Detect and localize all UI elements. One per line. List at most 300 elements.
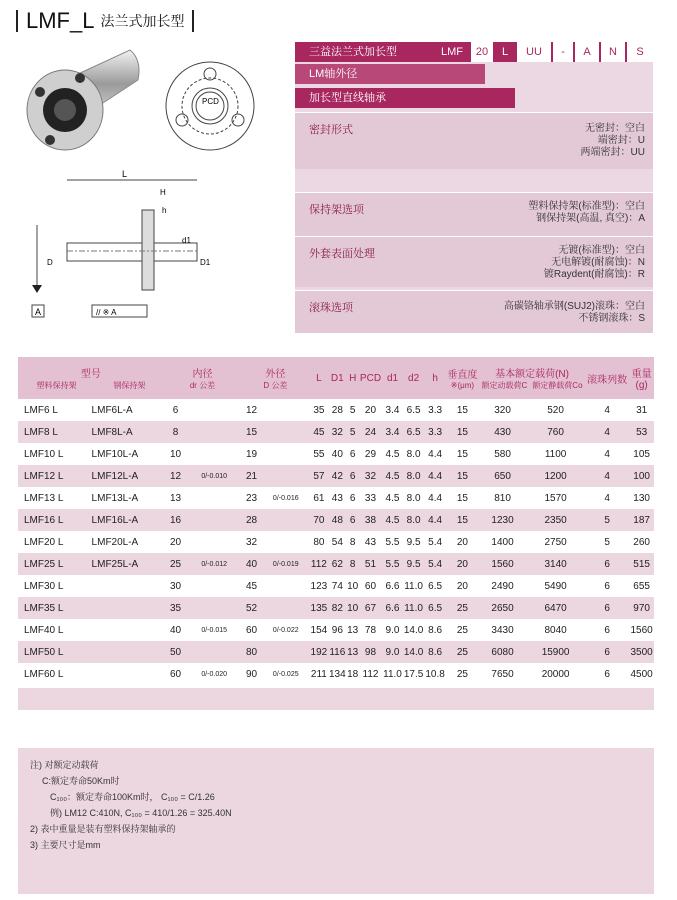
table-cell: 6 [585, 663, 629, 685]
option: 镀Raydent(耐腐蚀)：R [543, 269, 645, 280]
table-row [18, 575, 654, 597]
table-cell: 655 [629, 575, 654, 597]
table-cell: 9.0 [382, 619, 403, 641]
section-surface [295, 236, 653, 287]
table-cell: 12 [164, 465, 187, 487]
table-cell: 96 [328, 619, 346, 641]
table-row [18, 399, 654, 421]
table-cell: 6.5 [424, 597, 446, 619]
table-cell [262, 509, 310, 531]
table-cell: 52 [241, 597, 262, 619]
table-cell: 57 [310, 465, 328, 487]
header-h: h [424, 357, 446, 399]
table-cell: LMF25 L [18, 553, 86, 575]
note-line: 3) 主要尺寸是mm [30, 840, 101, 850]
table-cell: 0/-0.010 [187, 465, 241, 487]
code-seg-ball: S [627, 42, 653, 62]
dim-d1: d1 [182, 236, 191, 245]
table-cell: 80 [310, 531, 328, 553]
option: 不锈钢滚珠：S [578, 313, 645, 324]
table-cell: 100 [629, 465, 654, 487]
table-cell [187, 575, 241, 597]
table-cell: 55 [310, 443, 328, 465]
table-cell: 6470 [526, 597, 585, 619]
header-H: H [347, 357, 359, 399]
table-cell [86, 597, 164, 619]
dim-H: H [160, 188, 166, 197]
table-cell: 20 [446, 553, 479, 575]
table-cell: 32 [328, 421, 346, 443]
code-header-label: 三益法兰式加长型 [309, 46, 397, 58]
table-cell: 154 [310, 619, 328, 641]
table-cell: 13 [164, 487, 187, 509]
table-cell: 515 [629, 553, 654, 575]
divider [192, 10, 194, 32]
table-cell: 11.0 [403, 597, 425, 619]
table-cell [86, 641, 164, 663]
table-cell: 5 [347, 421, 359, 443]
table-cell: 8.0 [403, 509, 425, 531]
table-cell [187, 597, 241, 619]
table-cell: 25 [446, 619, 479, 641]
table-cell: 970 [629, 597, 654, 619]
table-cell: 4.5 [382, 465, 403, 487]
table-cell: 60 [241, 619, 262, 641]
page-subtitle: 法兰式加长型 [100, 13, 185, 29]
table-cell: 8 [164, 421, 187, 443]
code-seg-dash: - [553, 42, 573, 62]
table-cell: 8040 [526, 619, 585, 641]
table-cell: 10 [347, 575, 359, 597]
table-cell: 187 [629, 509, 654, 531]
table-cell: 32 [359, 465, 382, 487]
note-line: C₁₀₀：额定寿命100Km时， C₁₀₀ = C/1.26 [50, 792, 215, 802]
band-shaft-diameter: LM轴外径 [295, 64, 485, 84]
table-cell: 29 [359, 443, 382, 465]
code-seg-surface: N [601, 42, 625, 62]
tolerance-frame: // ※ A [96, 308, 117, 317]
table-row [18, 421, 654, 443]
table-cell: 3.3 [424, 421, 446, 443]
header-L: L [310, 357, 328, 399]
table-cell: 4.5 [382, 487, 403, 509]
table-cell: 4.5 [382, 509, 403, 531]
table-cell: 4 [585, 421, 629, 443]
table-cell: 6 [585, 641, 629, 663]
front-view-drawing [160, 58, 260, 158]
table-cell: 9.5 [403, 553, 425, 575]
table-cell: 40 [241, 553, 262, 575]
table-cell: LMF13 L [18, 487, 86, 509]
table-cell: 105 [629, 443, 654, 465]
header-D1: D1 [328, 357, 346, 399]
table-cell: 810 [479, 487, 526, 509]
table-cell: 10 [347, 597, 359, 619]
header-model: 型号 [80, 369, 101, 380]
table-cell: 15 [241, 421, 262, 443]
table-cell: 15 [446, 421, 479, 443]
table-cell [187, 531, 241, 553]
table-cell: 60 [359, 575, 382, 597]
table-cell: 8.0 [403, 465, 425, 487]
table-cell: 4500 [629, 663, 654, 685]
table-cell: 9.5 [403, 531, 425, 553]
header-weight: 重量 [631, 369, 652, 380]
pcd-label: PCD [202, 97, 219, 106]
table-cell [262, 597, 310, 619]
table-cell: 5.5 [382, 531, 403, 553]
table-cell: 4.4 [424, 487, 446, 509]
table-cell [262, 399, 310, 421]
table-cell [262, 531, 310, 553]
table-header-row [18, 357, 654, 399]
table-cell [86, 663, 164, 685]
table-cell: 4 [585, 487, 629, 509]
table-row [18, 487, 654, 509]
table-cell: 580 [479, 443, 526, 465]
table-cell: 6080 [479, 641, 526, 663]
table-cell: 8 [347, 553, 359, 575]
table-cell: 0/-0.025 [262, 663, 310, 685]
table-cell: 116 [328, 641, 346, 663]
side-view-drawing [22, 165, 222, 325]
table-cell: LMF50 L [18, 641, 86, 663]
table-cell: 13 [347, 641, 359, 663]
table-cell: LMF35 L [18, 597, 86, 619]
header-load-c: 额定动载荷C [481, 381, 528, 390]
option: 无电解镀(耐腐蚀)：N [551, 257, 645, 268]
header-plastic: 塑料保持架 [36, 381, 77, 390]
table-cell: 15 [446, 487, 479, 509]
table-cell [262, 443, 310, 465]
table-cell: 20 [359, 399, 382, 421]
table-cell: 1560 [629, 619, 654, 641]
table-cell: LMF16 L [18, 509, 86, 531]
table-cell: 135 [310, 597, 328, 619]
product-photo [20, 40, 145, 155]
table-cell: 11.0 [382, 663, 403, 685]
table-cell: 520 [526, 399, 585, 421]
table-cell: 6.6 [382, 575, 403, 597]
note-line: 例) LM12 C:410N, C₁₀₀ = 410/1.26 = 325.40N [50, 808, 232, 818]
table-cell: 192 [310, 641, 328, 663]
table-cell: 11.0 [403, 575, 425, 597]
table-cell: 31 [629, 399, 654, 421]
header-weight-unit: (g) [635, 380, 648, 391]
table-cell: 80 [241, 641, 262, 663]
table-cell: 3140 [526, 553, 585, 575]
table-cell: 70 [310, 509, 328, 531]
table-cell: 74 [328, 575, 346, 597]
table-cell: LMF60 L [18, 663, 86, 685]
table-row [18, 619, 654, 641]
table-cell: 6 [347, 465, 359, 487]
spec-table [18, 357, 654, 685]
table-cell: LMF6L-A [86, 399, 164, 421]
title-bar [8, 8, 202, 34]
table-cell: 6 [585, 619, 629, 641]
table-cell: LMF8L-A [86, 421, 164, 443]
table-cell: 20 [446, 531, 479, 553]
table-cell: 1100 [526, 443, 585, 465]
section-seal [295, 112, 653, 169]
table-cell [187, 421, 241, 443]
note-line: C:额定寿命50Km时 [42, 776, 120, 786]
table-cell: 130 [629, 487, 654, 509]
table-cell: 260 [629, 531, 654, 553]
section-title: 滚珠选项 [309, 302, 353, 314]
table-cell [187, 487, 241, 509]
table-cell: 5 [585, 531, 629, 553]
code-seg-cage: A [575, 42, 599, 62]
header-balls: 滚珠列数 [585, 357, 629, 399]
table-cell: 2490 [479, 575, 526, 597]
dim-D: D [47, 258, 53, 267]
table-cell: 3.3 [424, 399, 446, 421]
table-cell: 43 [328, 487, 346, 509]
table-cell: 134 [328, 663, 346, 685]
table-cell: 0/-0.022 [262, 619, 310, 641]
table-cell: 32 [241, 531, 262, 553]
table-cell [86, 575, 164, 597]
table-cell [187, 641, 241, 663]
option: 钢保持架(高温, 真空)：A [536, 213, 645, 224]
table-cell: 4.4 [424, 443, 446, 465]
table-cell: 14.0 [403, 641, 425, 663]
table-cell: 6.6 [382, 597, 403, 619]
table-cell: 10.8 [424, 663, 446, 685]
table-cell: 82 [328, 597, 346, 619]
table-row [18, 509, 654, 531]
table-cell: 3.4 [382, 399, 403, 421]
table-cell [262, 641, 310, 663]
table-cell: 62 [328, 553, 346, 575]
dim-L: L [122, 169, 128, 179]
table-cell: 45 [241, 575, 262, 597]
table-cell: 15900 [526, 641, 585, 663]
table-cell: LMF12 L [18, 465, 86, 487]
table-cell: 3430 [479, 619, 526, 641]
table-cell: LMF30 L [18, 575, 86, 597]
table-cell: 40 [328, 443, 346, 465]
note-line: 注) 对额定动载荷 [30, 760, 99, 770]
table-row [18, 531, 654, 553]
table-cell: 35 [164, 597, 187, 619]
table-cell: 35 [310, 399, 328, 421]
table-cell: 67 [359, 597, 382, 619]
table-row [18, 465, 654, 487]
table-cell: LMF40 L [18, 619, 86, 641]
table-cell: 6 [585, 575, 629, 597]
table-cell: 430 [479, 421, 526, 443]
table-cell: 28 [328, 399, 346, 421]
header-PCD: PCD [359, 357, 382, 399]
table-cell: 5.4 [424, 531, 446, 553]
table-cell: 650 [479, 465, 526, 487]
table-cell: 8.6 [424, 641, 446, 663]
table-cell: 25 [446, 597, 479, 619]
section-ball [295, 290, 653, 333]
code-seg-series: LMF [441, 46, 463, 58]
header-d1: d1 [382, 357, 403, 399]
option: 两端密封：UU [580, 147, 645, 158]
table-cell: LMF8 L [18, 421, 86, 443]
table-cell: 48 [328, 509, 346, 531]
table-cell: 17.5 [403, 663, 425, 685]
table-cell: 4.5 [382, 443, 403, 465]
table-cell: 25 [446, 641, 479, 663]
table-row [18, 597, 654, 619]
table-cell: 12 [241, 399, 262, 421]
table-cell: LMF10 L [18, 443, 86, 465]
header-tol: 公差 [271, 381, 288, 390]
table-cell: 28 [241, 509, 262, 531]
table-cell: 0/-0.015 [187, 619, 241, 641]
table-cell: 19 [241, 443, 262, 465]
dim-h: h [162, 206, 167, 215]
table-cell: 2750 [526, 531, 585, 553]
code-header [295, 42, 653, 62]
table-cell: 20 [164, 531, 187, 553]
table-cell: 7650 [479, 663, 526, 685]
table-cell [262, 465, 310, 487]
table-cell [187, 399, 241, 421]
table-cell: 5 [347, 399, 359, 421]
table-cell: 0/-0.012 [187, 553, 241, 575]
table-cell: 4 [585, 399, 629, 421]
table-cell: 112 [310, 553, 328, 575]
header-D: D [263, 381, 270, 390]
code-seg-seal: UU [517, 42, 551, 62]
table-cell [262, 421, 310, 443]
section-title: 密封形式 [309, 124, 353, 136]
table-cell: 6 [347, 509, 359, 531]
note-line: 2) 表中重量是装有塑料保持架轴承的 [30, 824, 176, 834]
table-cell: 4.4 [424, 509, 446, 531]
table-cell: 6 [347, 443, 359, 465]
page-title: LMF_L [26, 8, 95, 33]
divider [16, 10, 18, 32]
table-cell: 24 [359, 421, 382, 443]
table-cell: 2350 [526, 509, 585, 531]
table-cell: 14.0 [403, 619, 425, 641]
table-cell: 42 [328, 465, 346, 487]
table-cell: 25 [446, 663, 479, 685]
table-cell: 3500 [629, 641, 654, 663]
section-title: 保持架选项 [309, 204, 364, 216]
table-cell: LMF16L-A [86, 509, 164, 531]
table-cell: 4 [585, 443, 629, 465]
table-cell: 5.5 [382, 553, 403, 575]
table-cell: 8.0 [403, 443, 425, 465]
table-cell: 78 [359, 619, 382, 641]
code-seg-size: 20 [471, 42, 493, 62]
table-cell: 9.0 [382, 641, 403, 663]
section-title: 外套表面处理 [309, 248, 375, 260]
table-cell: 21 [241, 465, 262, 487]
option: 塑料保持架(标准型)：空白 [528, 201, 645, 212]
table-cell: 6.5 [403, 399, 425, 421]
option: 无镀(标准型)：空白 [558, 245, 645, 256]
table-cell: LMF12L-A [86, 465, 164, 487]
table-row [18, 641, 654, 663]
header-outer: 外径 [265, 369, 286, 380]
header-steel: 钢保持架 [113, 381, 146, 390]
table-cell: 13 [347, 619, 359, 641]
table-cell: 38 [359, 509, 382, 531]
table-cell: 1230 [479, 509, 526, 531]
table-row [18, 663, 654, 685]
header-perp-unit: ※(μm) [450, 381, 475, 390]
table-cell: LMF10L-A [86, 443, 164, 465]
header-perp: 垂直度 [447, 370, 478, 381]
table-cell: 5.4 [424, 553, 446, 575]
table-cell: 112 [359, 663, 382, 685]
table-cell: 1400 [479, 531, 526, 553]
table-cell: 43 [359, 531, 382, 553]
table-cell: 23 [241, 487, 262, 509]
header-tol: 公差 [199, 381, 216, 390]
table-cell: 98 [359, 641, 382, 663]
table-cell: 4 [585, 465, 629, 487]
table-cell: 5490 [526, 575, 585, 597]
table-cell: 8 [347, 531, 359, 553]
table-cell: 30 [164, 575, 187, 597]
header-load: 基本额定载荷(N) [495, 369, 569, 380]
table-row [18, 443, 654, 465]
table-footer [18, 688, 654, 710]
table-cell: 1570 [526, 487, 585, 509]
table-cell: 40 [164, 619, 187, 641]
table-cell: 50 [164, 641, 187, 663]
header-d2: d2 [403, 357, 425, 399]
table-cell: 211 [310, 663, 328, 685]
table-cell: 15 [446, 465, 479, 487]
option: 高碳铬轴承钢(SUJ2)滚珠：空白 [503, 301, 645, 312]
table-cell: 15 [446, 443, 479, 465]
option: 端密封：U [597, 135, 645, 146]
table-cell: 6 [585, 553, 629, 575]
table-row [18, 553, 654, 575]
table-cell: 760 [526, 421, 585, 443]
table-cell [187, 443, 241, 465]
table-cell: 10 [164, 443, 187, 465]
code-seg-type: L [501, 46, 509, 58]
table-cell: LMF13L-A [86, 487, 164, 509]
table-cell: LMF25L-A [86, 553, 164, 575]
table-cell: 61 [310, 487, 328, 509]
header-load-co: 额定静载荷Co [532, 381, 583, 390]
table-cell: 18 [347, 663, 359, 685]
table-cell: 1200 [526, 465, 585, 487]
dim-D1: D1 [200, 258, 211, 267]
table-cell: 6 [347, 487, 359, 509]
table-cell: 6 [164, 399, 187, 421]
table-cell: 0/-0.020 [187, 663, 241, 685]
table-cell: 6 [585, 597, 629, 619]
table-cell: 54 [328, 531, 346, 553]
table-cell: 0/-0.019 [262, 553, 310, 575]
table-cell [187, 509, 241, 531]
table-cell: 60 [164, 663, 187, 685]
table-cell: LMF6 L [18, 399, 86, 421]
table-cell: 8.0 [403, 487, 425, 509]
table-cell: 15 [446, 509, 479, 531]
table-cell: 16 [164, 509, 187, 531]
table-cell [262, 575, 310, 597]
table-cell: 8.6 [424, 619, 446, 641]
table-cell: 0/-0.016 [262, 487, 310, 509]
